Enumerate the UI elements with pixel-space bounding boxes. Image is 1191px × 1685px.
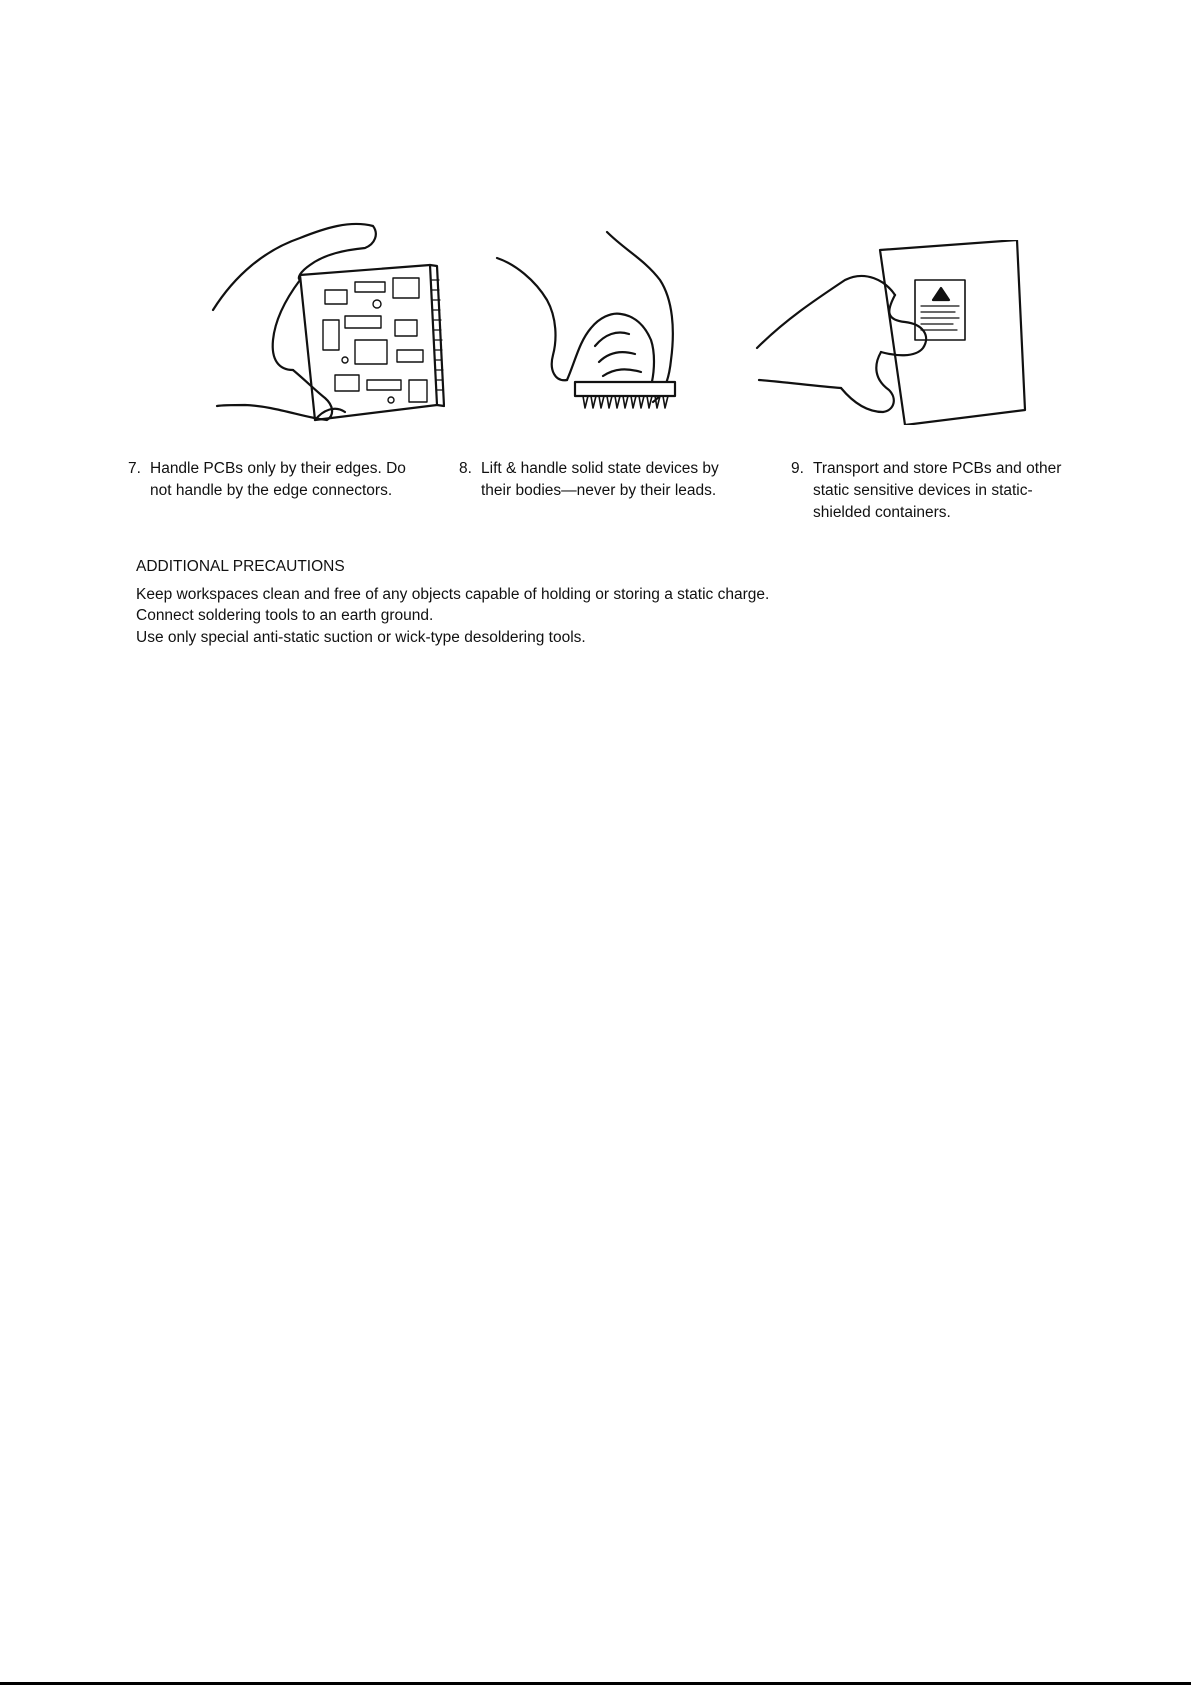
hand-lifting-chip-icon [495, 230, 720, 430]
figure-9-caption-line-1: Transport and store PCBs and other [813, 460, 1062, 477]
figure-7-caption-line-1: Handle PCBs only by their edges. Do [150, 460, 406, 477]
precaution-item: Keep workspaces clean and free of any objects capable of holding or storing a static charge. [136, 585, 770, 603]
precaution-item: Use only special anti-static suction or wick-type desoldering tools. [136, 628, 586, 646]
figure-9-caption-line-3: shielded containers. [813, 504, 951, 521]
figure-8-illustration [495, 230, 720, 430]
figure-7-number: 7. [128, 460, 141, 477]
hand-holding-bag-icon [755, 240, 1030, 425]
precaution-item: Connect soldering tools to an earth ground. [136, 607, 434, 624]
figure-8-caption-line-2: their bodies—never by their leads. [481, 482, 717, 499]
hand-holding-pcb-icon [205, 220, 445, 425]
figure-8-caption-line-1: Lift & handle solid state devices by [481, 460, 719, 477]
figure-8-number: 8. [459, 460, 472, 477]
additional-precautions-section [136, 556, 769, 648]
figure-9-illustration [755, 240, 1030, 425]
precautions-heading: ADDITIONAL PRECAUTIONS [136, 558, 345, 575]
figure-7-caption-line-2: not handle by the edge connectors. [150, 482, 393, 499]
figure-9-number: 9. [791, 460, 804, 477]
figure-7-illustration [205, 220, 445, 425]
figure-9-caption-line-2: static sensitive devices in static- [813, 482, 1033, 499]
